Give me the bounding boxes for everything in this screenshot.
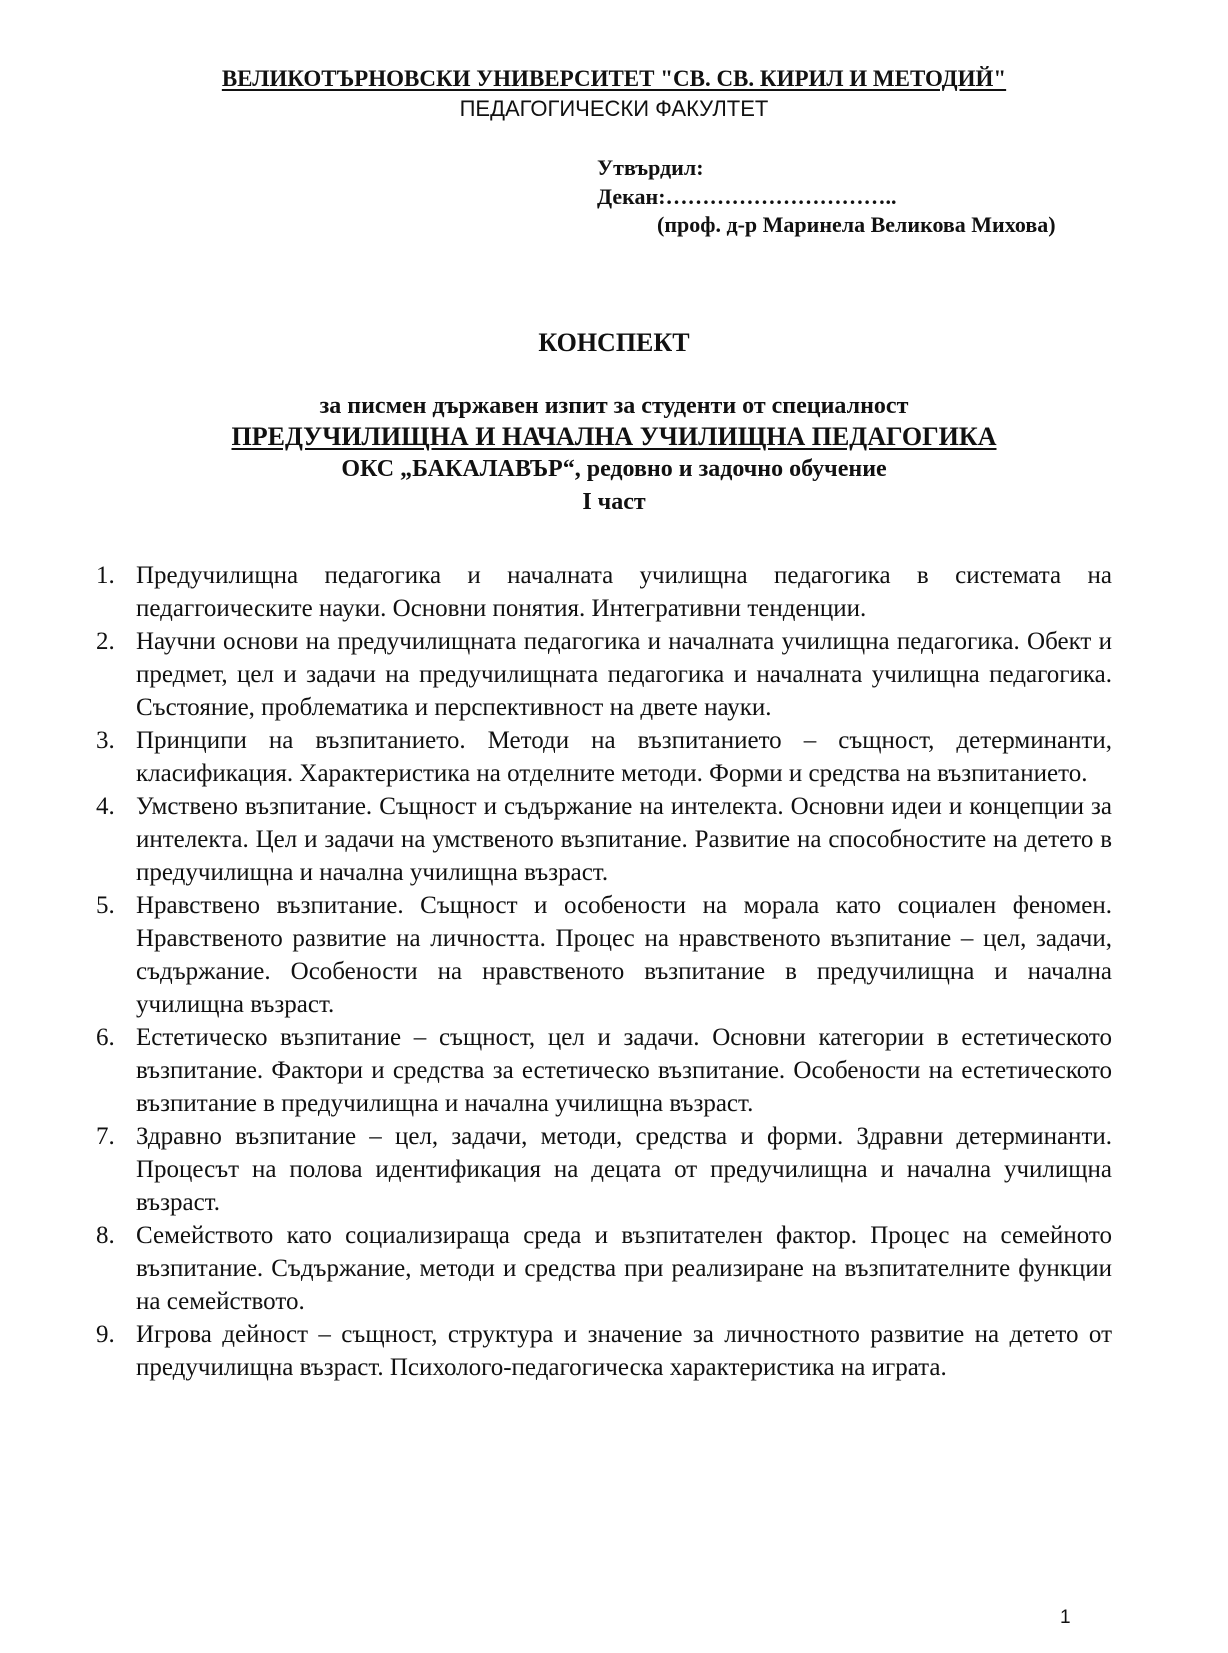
- university-name: [0, 66, 1228, 92]
- page-number: 1: [1060, 1607, 1071, 1628]
- specialty-name: ПРЕДУЧИЛИЩНА И НАЧАЛНА УЧИЛИЩНА ПЕДАГОГИКА: [231, 422, 997, 451]
- list-item: [96, 724, 1112, 790]
- topic-number: 8.: [96, 1222, 115, 1249]
- topic-number: 2.: [96, 628, 115, 655]
- topic-number: 4.: [96, 793, 115, 820]
- document-title: КОНСПЕКТ: [538, 328, 690, 357]
- topic-number: 3.: [96, 727, 115, 754]
- list-item: [96, 1219, 1112, 1318]
- part-heading: I част: [582, 489, 646, 515]
- topic-text: Семейството като социализираща среда и възпитателен фактор. Процес на семейното възпитание. Съдържание, методи и средства при реализиране на възпитателните функции на семейството.: [136, 1222, 1112, 1315]
- degree-info: ОКС „БАКАЛАВЪР“, редовно и задочно обучение: [341, 456, 887, 482]
- topic-list: [96, 559, 1112, 1384]
- topic-text: Принципи на възпитанието. Методи на възпитанието – същност, детерминанти, класификация. Характеристика на отделните методи. Форми и средства на възпитанието.: [136, 727, 1112, 787]
- topic-text: Нравствено възпитание. Същност и особености на морала като социален феномен. Нравственото развитие на личността. Процес на нравственото възпитание – цел, задачи, съдържание. Особености на нравственото възпитание в предучилищна и начална училищна възраст.: [136, 892, 1112, 1018]
- list-item: [96, 1120, 1112, 1219]
- topic-text: Умствено възпитание. Същност и съдържание на интелекта. Основни идеи и концепции за интелекта. Цел и задачи на умственото възпитание. Развитие на способностите на детето в предучилищна и начална училищна възраст.: [136, 793, 1112, 886]
- list-item: [96, 1021, 1112, 1120]
- topic-text: Здравно възпитание – цел, задачи, методи, средства и форми. Здравни детерминанти. Процесът на полова идентификация на децата от предучилищна и начална училищна възраст.: [136, 1123, 1112, 1216]
- topic-number: 7.: [96, 1123, 115, 1150]
- dean-name: (проф. д-р Маринела Великова Михова): [657, 212, 1056, 237]
- list-item: [96, 625, 1112, 724]
- topic-text: Предучилищна педагогика и началната училищна педагогика в системата на педаггоическите науки. Основни понятия. Интегративни тенденции.: [136, 562, 1112, 622]
- approved-label: Утвърдил:: [597, 155, 704, 180]
- document-subtitle: за писмен държавен изпит за студенти от специалност: [319, 393, 909, 419]
- topic-number: 6.: [96, 1024, 115, 1051]
- topic-number: 1.: [96, 562, 115, 589]
- topic-number: 9.: [96, 1321, 115, 1348]
- list-item: [96, 790, 1112, 889]
- topic-text: Научни основи на предучилищната педагогика и началната училищна педагогика. Обект и предмет, цел и задачи на предучилищната педагогика и началната училищна педагогика. Състояние, проблематика и перспективност на двете науки.: [136, 628, 1112, 721]
- topic-text: Естетическо възпитание – същност, цел и задачи. Основни категории в естетическото възпитание. Фактори и средства за естетическо възпитание. Особености на естетическото възпитание в предучилищна и начална училищна възраст.: [136, 1024, 1112, 1117]
- topic-number: 5.: [96, 892, 115, 919]
- specialty-heading: [0, 422, 1228, 452]
- faculty-name: ПЕДАГОГИЧЕСКИ ФАКУЛТЕТ: [459, 96, 769, 121]
- list-item: [96, 559, 1112, 625]
- list-item: [96, 889, 1112, 1021]
- university-name-text: ВЕЛИКОТЪРНОВСКИ УНИВЕРСИТЕТ "СВ. СВ. КИРИЛ И МЕТОДИЙ": [221, 66, 1007, 91]
- list-item: [96, 1318, 1112, 1384]
- topic-text: Игрова дейност – същност, структура и значение за личностното развитие на детето от предучилищна възраст. Психолого-педагогическа характеристика на играта.: [136, 1321, 1112, 1381]
- dean-signature-line: Декан:…………………………..: [597, 184, 897, 209]
